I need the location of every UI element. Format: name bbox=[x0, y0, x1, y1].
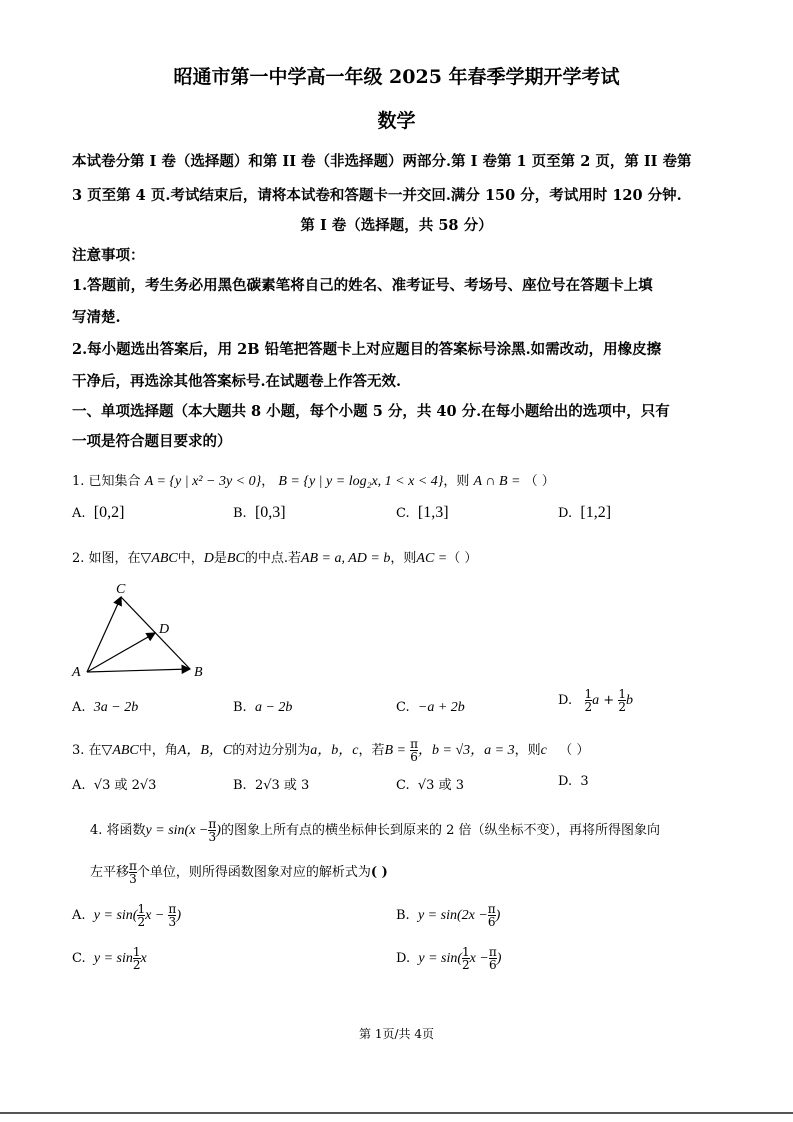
exam-title: 昭通市第一中学高一年级 2025 年春季学期开学考试 bbox=[173, 66, 620, 88]
q3-option-c: C. √3 或 3 bbox=[396, 778, 464, 793]
q2-option-a: A. 3a − 2b bbox=[72, 700, 139, 715]
q1-sep: ， bbox=[261, 474, 275, 489]
q1-paren: （ ） bbox=[524, 474, 555, 489]
q3-option-b: B. 2√3 或 3 bbox=[233, 778, 310, 793]
label-c: C bbox=[116, 582, 126, 597]
vector-ac bbox=[87, 597, 121, 672]
subject-title: 数学 bbox=[377, 110, 416, 132]
label-a: A bbox=[72, 665, 81, 680]
q1-ask: A ∩ B = bbox=[473, 474, 521, 489]
q4-option-c: C. y = sin $\frac{1}{2}$ x bbox=[72, 945, 147, 972]
note-2-line-2: 干净后，再选涂其他答案标号.在试题卷上作答无效. bbox=[72, 373, 402, 390]
note-2-line-1: 2.每小题选出答案后，用 2B 铅笔把答题卡上对应题目的答案标号涂黑.如需改动，用橡皮擦 bbox=[72, 341, 662, 358]
q4-option-b: B. y = sin(2x − $\frac{\pi}{6}$ ) bbox=[396, 902, 501, 929]
q1-option-b: B. [0,3] bbox=[233, 504, 286, 521]
vector-ad bbox=[87, 633, 155, 672]
triangle-figure bbox=[66, 576, 216, 686]
page-footer: 第 1页/共 4页 bbox=[359, 1027, 434, 1041]
q1-option-d: D. [1,2] bbox=[558, 504, 612, 521]
intro-line-1: 本试卷分第 I 卷（选择题）和第 II 卷（非选择题）两部分.第 I 卷第 1 页至第 2 页，第 II 卷第 bbox=[72, 153, 692, 170]
q1-option-a: A. [0,2] bbox=[72, 504, 125, 521]
question-2-stem: 2. 如图，在▽ABC中，D是BC的中点.若AB = a, AD = b，则AC =（ ） bbox=[72, 551, 478, 566]
q1-set-a: A = {y | x² − 3y < 0} bbox=[144, 474, 262, 489]
q2-option-b: B. a − 2b bbox=[233, 700, 293, 715]
section-1-line-1: 一、单项选择题（本大题共 8 小题，每个小题 5 分，共 40 分.在每小题给出的选项中，只有 bbox=[72, 403, 670, 420]
q4-option-a: A. y = sin( $\frac{1}{2}$ x − $\frac{\pi}{3}$ ) bbox=[72, 902, 181, 929]
q1-set-b: B = {y | y = log₂x, 1 < x < 4} bbox=[278, 474, 444, 489]
question-3-stem: 3. 在▽ABC中，角A，B，C的对边分别为a，b，c，若B = $\frac{\pi}{6}$ ，b = √3，a = 3，则c （ ） bbox=[72, 737, 590, 764]
q1-option-c: C. [1,3] bbox=[396, 504, 449, 521]
vector-ab bbox=[87, 669, 190, 672]
q3-option-d: D. 3 bbox=[558, 774, 589, 789]
segment-cb bbox=[121, 597, 190, 669]
intro-line-2: 3 页至第 4 页.考试结束后，请将本试卷和答题卡一并交回.满分 150 分，考试用时 120 分钟. bbox=[72, 187, 682, 204]
q2-option-c: C. −a + 2b bbox=[396, 700, 465, 715]
part1-heading: 第 I 卷（选择题，共 58 分） bbox=[300, 217, 493, 234]
question-1-stem bbox=[72, 470, 555, 490]
question-4-stem-line-1: 4. 将函数y = sin(x − $\frac{\pi}{3}$ )的图象上所有点的横坐标伸长到原来的 2 倍（纵坐标不变），再将所得图象向 bbox=[90, 817, 660, 844]
note-1-line-2: 写清楚. bbox=[72, 309, 121, 326]
q3-option-a: A. √3 或 2√3 bbox=[72, 778, 157, 793]
label-b: B bbox=[194, 665, 203, 680]
question-4-stem-line-2: 左平移 $\frac{\pi}{3}$ 个单位，则所得函数图象对应的解析式为( ) bbox=[90, 859, 388, 886]
section-1-line-2: 一项是符合题目要求的） bbox=[72, 433, 232, 450]
q1-prefix: 1. 已知集合 bbox=[72, 474, 141, 489]
q2-option-d: D. $\frac{1}{2}$ a + $\frac{1}{2}$ b bbox=[558, 687, 633, 714]
bottom-rule bbox=[0, 1112, 793, 1114]
notes-title: 注意事项： bbox=[72, 247, 145, 264]
label-d: D bbox=[159, 622, 170, 637]
q4-option-d: D. y = sin( $\frac{1}{2}$ x − $\frac{\pi}{6}$ ) bbox=[396, 945, 502, 972]
q1-suffix: ，则 bbox=[443, 474, 470, 489]
note-1-line-1: 1.答题前，考生务必用黑色碳素笔将自己的姓名、准考证号、考场号、座位号在答题卡上填 bbox=[72, 277, 653, 294]
